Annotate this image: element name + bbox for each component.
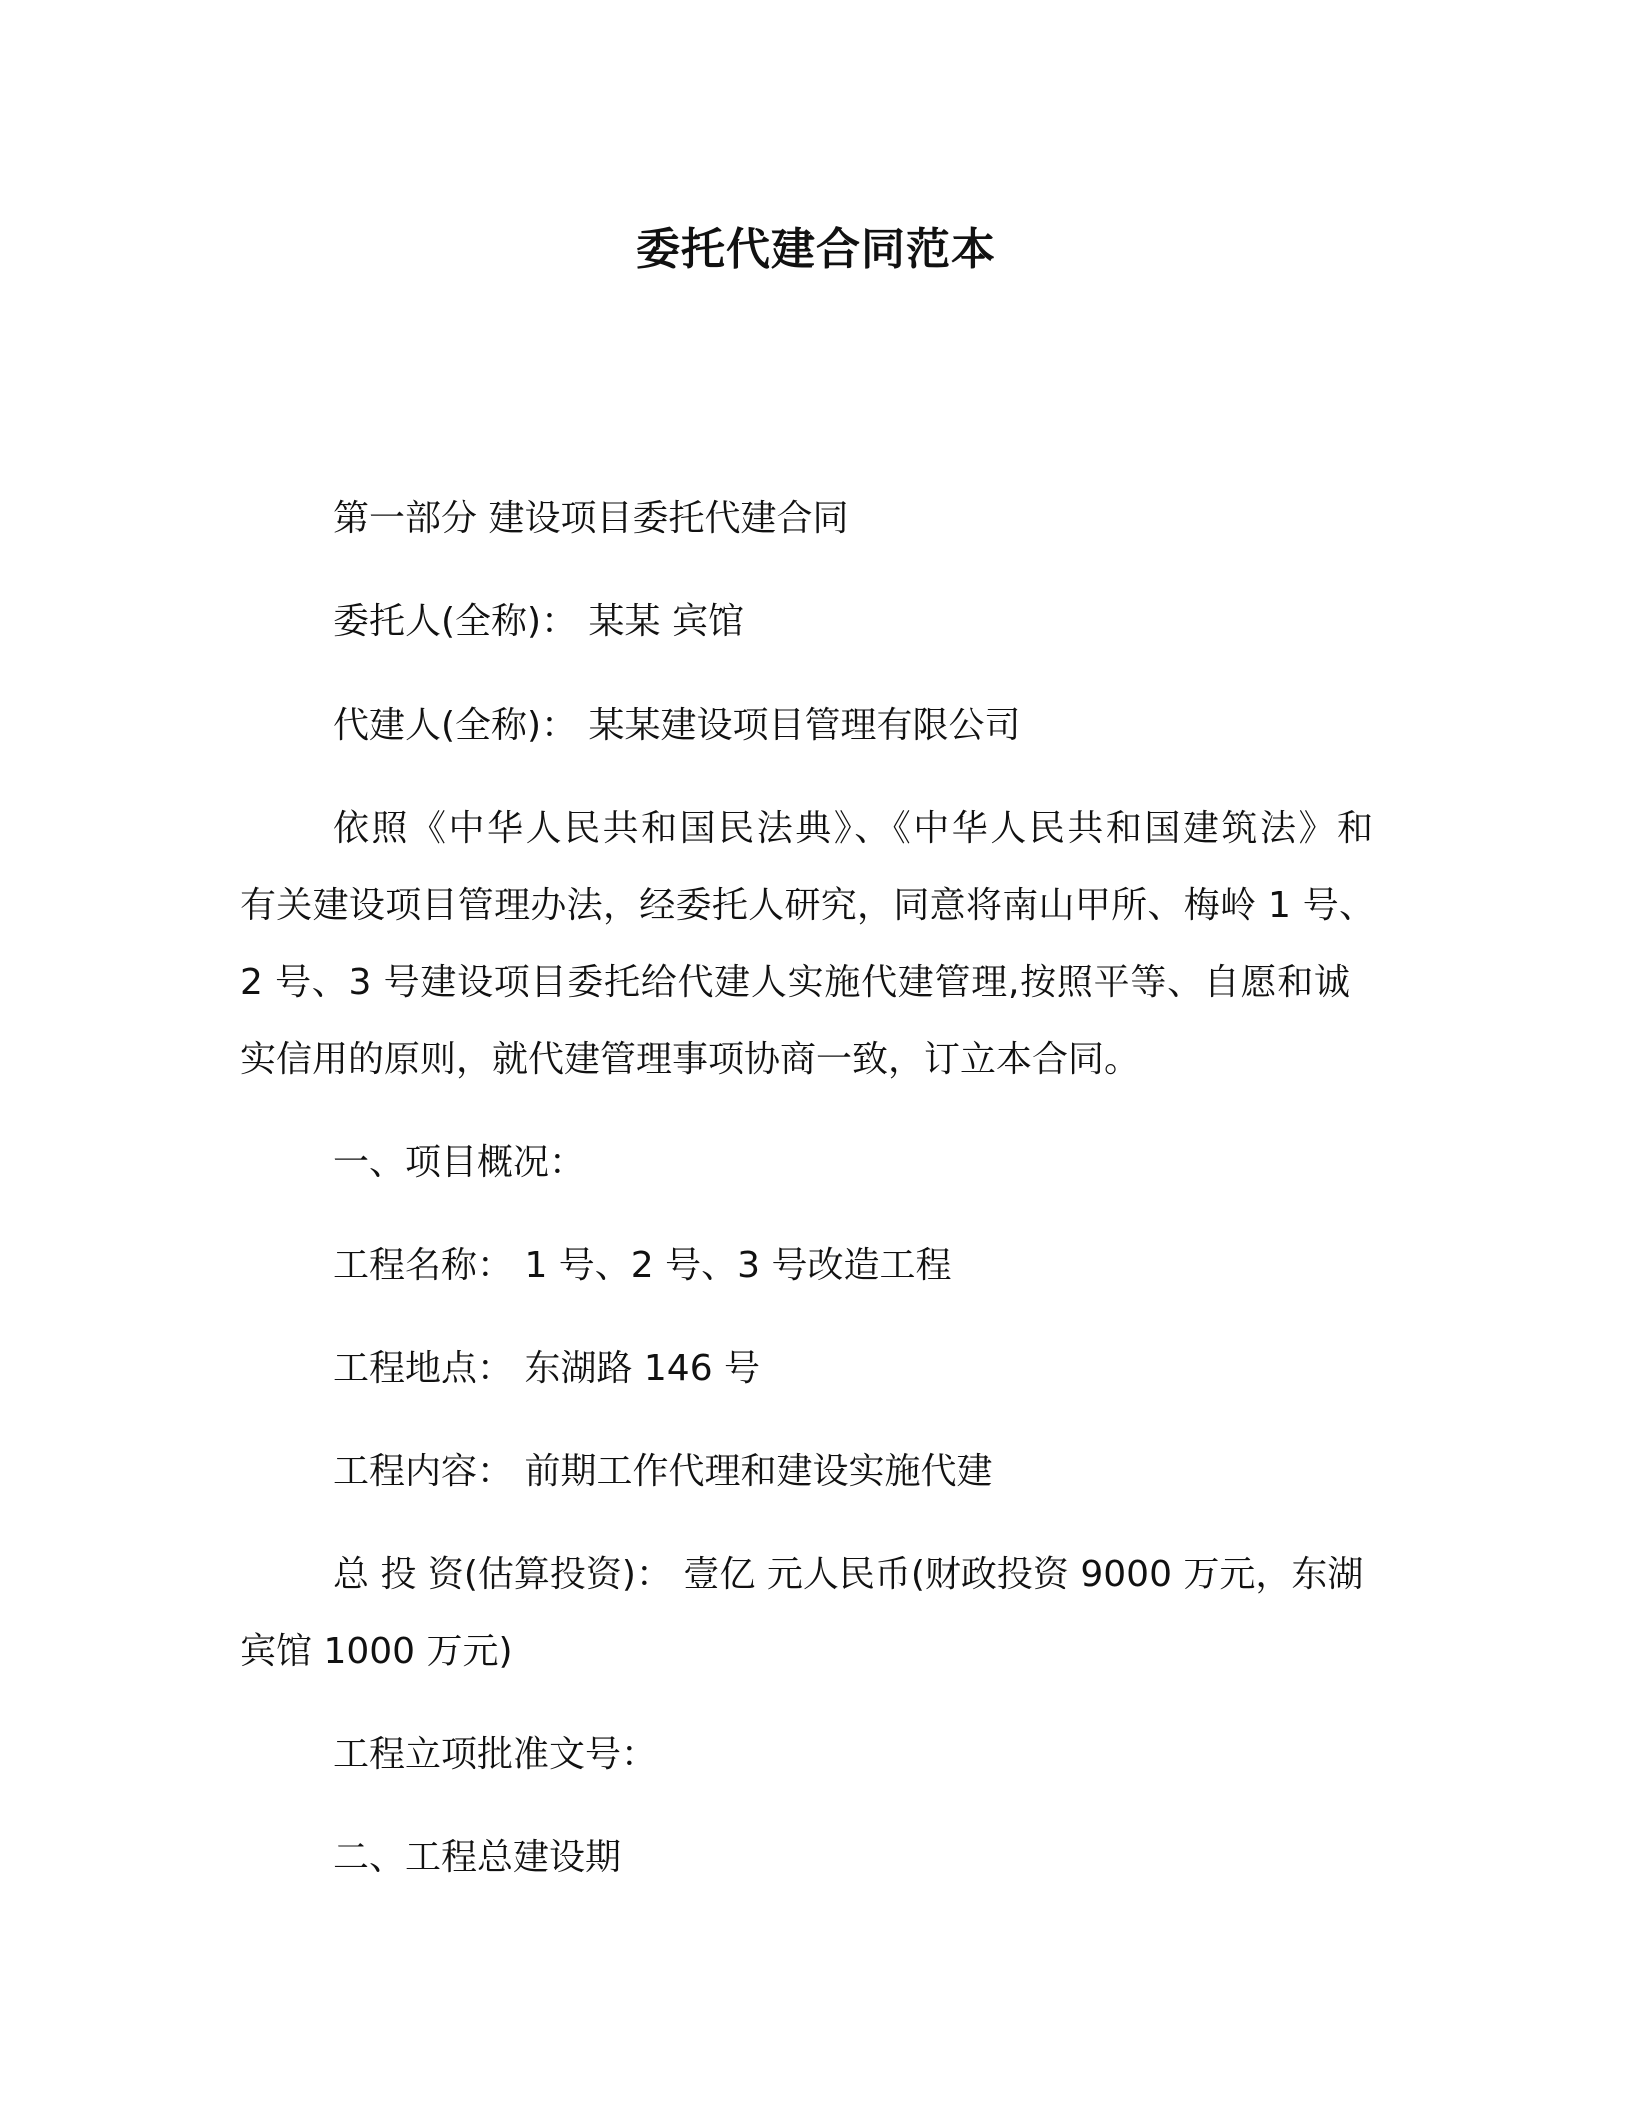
document-title: 委托代建合同范本 [636, 224, 996, 275]
intro-line-2: 有关建设项目管理办法，经委托人研究，同意将南山甲所、梅岭 1 号、 [240, 885, 1375, 926]
project-content-line: 工程内容： 前期工作代理和建设实施代建 [333, 1451, 993, 1492]
intro-line-4: 实信用的原则，就代建管理事项协商一致，订立本合同。 [240, 1039, 1141, 1080]
principal-line: 委托人(全称)： 某某 宾馆 [333, 601, 744, 642]
project-name-line: 工程名称： 1 号、2 号、3 号改造工程 [333, 1245, 952, 1286]
section1-heading: 一、项目概况： [333, 1142, 586, 1183]
approval-number-line: 工程立项批准文号： [333, 1734, 658, 1775]
intro-line-1: 依照《中华人民共和国民法典》、《中华人民共和国建筑法》和 [333, 808, 1373, 849]
project-location-line: 工程地点： 东湖路 146 号 [333, 1348, 761, 1389]
section2-heading: 二、工程总建设期 [333, 1837, 622, 1878]
agent-line: 代建人(全称)： 某某建设项目管理有限公司 [333, 705, 1021, 746]
investment-line-1: 总 投 资(估算投资)： 壹亿 元人民币(财政投资 9000 万元，东湖 [333, 1554, 1364, 1595]
intro-line-3: 2 号、3 号建设项目委托给代建人实施代建管理,按照平等、自愿和诚 [240, 962, 1350, 1003]
part-heading: 第一部分 建设项目委托代建合同 [333, 498, 849, 539]
investment-line-2: 宾馆 1000 万元) [240, 1631, 513, 1672]
